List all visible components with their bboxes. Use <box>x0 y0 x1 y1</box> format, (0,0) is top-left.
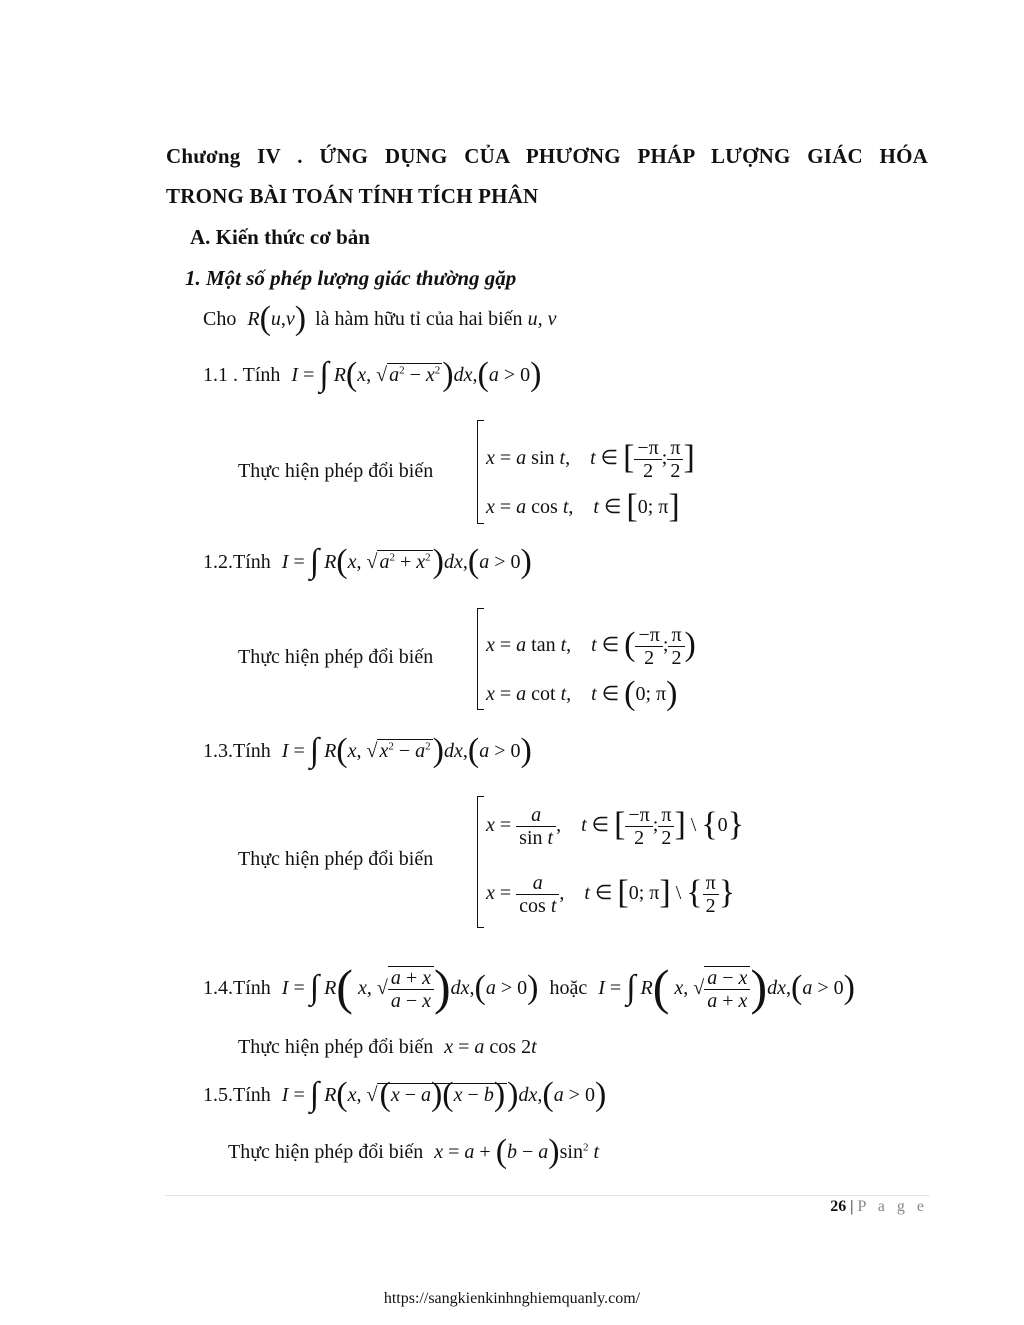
intro-vars: u, v <box>527 308 557 330</box>
page-number-value: 26 <box>830 1198 847 1215</box>
item-1-2-label: 1.2.Tính <box>203 551 271 573</box>
item-1-5-sub-1: $x = a + (b - a)\sin^2$ t <box>434 1133 600 1170</box>
item-1-2-integral: I = ∫ R(x, √ $a^2 + x^2)dx,(a > 0)$ <box>281 543 532 580</box>
item-1-5-sub-line <box>228 1133 600 1170</box>
source-url[interactable]: https://sangkienkinhnghiemquanly.com/ <box>383 1290 641 1307</box>
chapter-title-line2: TRONG BÀI TOÁN TÍNH TÍCH PHÂN <box>166 184 539 208</box>
item-1-5-integral: I = ∫ R(x, √(x − a)(x − b))dx,(a > 0) <box>281 1076 607 1113</box>
item-1-5-label: 1.5.Tính <box>203 1084 271 1106</box>
chapter-title-line1: Chương IV . ỨNG DỤNG CỦA PHƯƠNG PHÁP LƯỢNG GIÁC HÓA <box>166 144 928 168</box>
item-1-3-sub-2: x = $\frac{a}{\text{cos t}}$ , t ∈ [0; π] \ { $\frac{\pi}{2}$ } <box>486 872 736 917</box>
item-1-4-integral-2: I = ∫ R( x, √ $\frac{a - x}{a + x}$ )dx,(a > 0) <box>598 959 855 1015</box>
item-1-4-integral: I = ∫ R( x, √ $\frac{a + x}{a - x}$ )dx,(a > 0) <box>281 959 539 1015</box>
intro-suffix: là hàm hữu tỉ của hai biến <box>315 308 523 330</box>
item-1-2-sub-2: x = a cot t, t ∈ (0; π) <box>486 675 678 712</box>
item-1-2-sub-1: x = a tan t, t ∈ ( $\frac{-\pi}{2}$ ; $\frac{\pi}{2}$ ) <box>486 624 696 669</box>
intro-line <box>203 300 557 337</box>
item-1-2-line <box>203 543 532 580</box>
item-1-4-sub-label: Thực hiện phép đổi biến <box>238 1036 434 1058</box>
intro-prefix: Cho <box>203 308 237 330</box>
page-word: P a g e <box>857 1198 928 1215</box>
page-separator: | <box>850 1198 854 1215</box>
item-1-3-bracket <box>477 796 484 928</box>
item-1-3-line <box>203 732 532 769</box>
item-1-2-sub-label: Thực hiện phép đổi biến <box>238 646 434 668</box>
item-1-1-integral: I = ∫ R(x, √ $a^2 - x^2)dx,(a > 0)$ <box>291 356 542 393</box>
item-1-1-sub-label: Thực hiện phép đổi biến <box>238 460 434 482</box>
section-a-heading: A. Kiến thức cơ bản <box>190 225 370 249</box>
item-1-4-sub-1: x = a cos 2t <box>444 1036 537 1058</box>
footer-rule <box>165 1195 930 1196</box>
item-1-3-label: 1.3.Tính <box>203 740 271 762</box>
item-1-1-line <box>203 356 542 393</box>
item-1-4-line <box>203 958 855 1016</box>
page-number <box>830 1198 928 1216</box>
item-1-3-integral: I = ∫ R(x, √ $x^2 - a^2)dx,(a > 0)$ <box>281 732 532 769</box>
item-1-4-or: hoặc <box>549 977 588 999</box>
item-1-1-sub-2: x = a cos t, t ∈ [0; π] <box>486 488 680 525</box>
section-1-heading: 1. Một số phép lượng giác thường gặp <box>185 266 517 290</box>
item-1-4-label: 1.4.Tính <box>203 977 271 999</box>
intro-func: R(u,v) <box>247 300 307 337</box>
item-1-2-bracket <box>477 608 484 710</box>
item-1-3-sub-1: x = $\frac{a}{\text{sin t}}$ , t ∈ [ $\frac{-\pi}{2}$ ; $\frac{\pi}{2}$ ] \ {0} <box>486 804 744 849</box>
item-1-1-bracket <box>477 420 484 524</box>
item-1-5-sub-label: Thực hiện phép đổi biến <box>228 1141 424 1163</box>
item-1-4-sub-line <box>238 1036 537 1059</box>
item-1-5-line <box>203 1076 607 1113</box>
item-1-1-label: 1.1 . Tính <box>203 364 281 386</box>
item-1-1-sub-1: x = a sin t, t ∈ [ $\frac{-\pi}{2}$ ; $\frac{\pi}{2}$ ] <box>486 437 695 482</box>
item-1-3-sub-label: Thực hiện phép đổi biến <box>238 848 434 870</box>
